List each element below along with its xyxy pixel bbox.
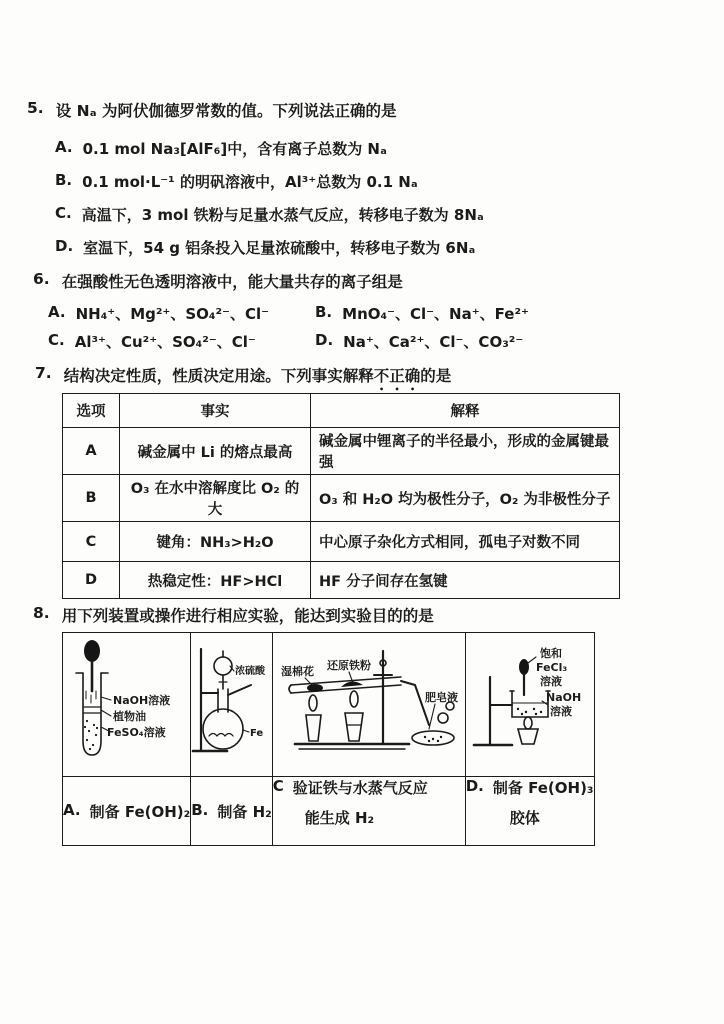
q8-caption-b-label: B. bbox=[191, 800, 209, 819]
q7-row-b-option: B bbox=[63, 475, 120, 522]
q7-row-d-explanation: HF 分子间存在氢键 bbox=[311, 562, 620, 599]
q7-header-fact: 事实 bbox=[120, 394, 311, 428]
q6-option-a-text: NH₄⁺、Mg²⁺、SO₄²⁻、Cl⁻ bbox=[75, 305, 270, 323]
q5-option-a bbox=[55, 138, 387, 159]
question-5-stem-text: 设 Nₐ 为阿伏伽德罗常数的值。下列说法正确的是 bbox=[55, 102, 397, 120]
question-7-stem bbox=[35, 364, 715, 394]
q5-option-c bbox=[55, 204, 484, 225]
q8-caption-b bbox=[191, 777, 273, 846]
q6-option-c-text: Al³⁺、Cu²⁺、SO₄²⁻、Cl⁻ bbox=[74, 333, 256, 351]
label-soap-solution: 肥皂液 bbox=[424, 691, 458, 704]
label-wet-cotton: 湿棉花 bbox=[280, 665, 314, 678]
q7-table-row-d bbox=[63, 562, 620, 599]
label-solution-1: 溶液 bbox=[539, 675, 562, 688]
question-7-stem-text bbox=[64, 364, 452, 394]
q5-option-b bbox=[55, 171, 418, 192]
question-8-stem-text: 用下列装置或操作进行相应实验，能达到实验目的的是 bbox=[61, 607, 434, 625]
q8-caption-a bbox=[63, 777, 191, 846]
q7-table-row-c bbox=[63, 522, 620, 562]
label-fe: Fe bbox=[250, 728, 264, 739]
q8-caption-d-text: 制备 Fe(OH)₃ bbox=[492, 779, 594, 797]
iron-stand-icon bbox=[474, 677, 512, 745]
label-saturated: 饱和 bbox=[539, 647, 562, 660]
question-8 bbox=[33, 604, 723, 864]
q6-option-c-label: C. bbox=[48, 331, 65, 349]
alcohol-lamp-left-icon bbox=[306, 695, 321, 741]
q7-table-row-b bbox=[63, 475, 620, 522]
q5-option-b-text: 0.1 mol·L⁻¹ 的明矾溶液中，Al³⁺总数为 0.1 Nₐ bbox=[82, 173, 418, 191]
q6-option-d bbox=[315, 331, 523, 352]
fe-oh3-colloid-beaker-diagram bbox=[466, 633, 588, 776]
q7-row-d-option: D bbox=[63, 562, 120, 599]
q8-caption-b-text: 制备 H₂ bbox=[217, 802, 272, 821]
label-vegetable-oil: 植物油 bbox=[113, 710, 146, 723]
q7-fact-explanation-table bbox=[62, 393, 620, 599]
q8-caption-c bbox=[272, 777, 465, 846]
dropper-icon bbox=[519, 659, 529, 695]
leader-lines bbox=[305, 672, 435, 729]
q7-row-b-explanation: O₃ 和 H₂O 均为极性分子，O₂ 为非极性分子 bbox=[311, 475, 620, 522]
question-8-number: 8. bbox=[33, 604, 50, 622]
q8-caption-d bbox=[465, 777, 594, 846]
q8-caption-a-label: A. bbox=[63, 800, 81, 819]
q7-stem-suffix: 的是 bbox=[420, 367, 452, 385]
q7-row-a-fact: 碱金属中 Li 的熔点最高 bbox=[120, 428, 311, 475]
question-8-stem bbox=[33, 604, 723, 626]
q6-option-a bbox=[48, 303, 269, 324]
q6-option-d-text: Na⁺、Ca²⁺、Cl⁻、CO₃²⁻ bbox=[343, 333, 524, 351]
q5-option-d bbox=[55, 237, 475, 258]
alcohol-lamp-right-icon bbox=[345, 691, 363, 741]
q5-option-d-text: 室温下，54 g 铝条投入足量浓硫酸中，转移电子数为 6Nₐ bbox=[83, 239, 476, 257]
q7-header-option: 选项 bbox=[63, 394, 120, 428]
q6-option-a-label: A. bbox=[48, 303, 66, 321]
q7-row-b-fact: O₃ 在水中溶解度比 O₂ 的大 bbox=[120, 475, 311, 522]
label-fecl3: FeCl₃ bbox=[535, 661, 567, 674]
bench-base bbox=[295, 744, 409, 749]
q5-option-c-text: 高温下，3 mol 铁粉与足量水蒸气反应，转移电子数为 8Nₐ bbox=[81, 206, 484, 224]
label-feso4-solution: FeSO₄溶液 bbox=[107, 726, 166, 739]
question-6 bbox=[33, 270, 713, 360]
q5-option-b-label: B. bbox=[55, 171, 73, 189]
question-5 bbox=[27, 99, 717, 269]
q6-option-c bbox=[48, 331, 256, 352]
q8-caption-row bbox=[63, 777, 595, 846]
q8-caption-d-label: D. bbox=[465, 777, 484, 795]
q7-table-row-a bbox=[63, 428, 620, 475]
beaker-icon bbox=[510, 691, 550, 717]
soap-dish-icon bbox=[412, 702, 454, 745]
label-naoh-solution: NaOH溶液 bbox=[113, 694, 171, 707]
label-naoh: NaOH bbox=[545, 691, 581, 704]
q6-option-b-text: MnO₄⁻、Cl⁻、Na⁺、Fe²⁺ bbox=[342, 305, 529, 323]
question-6-number: 6. bbox=[33, 270, 50, 288]
alcohol-lamp-icon bbox=[518, 717, 538, 744]
q8-panel-c-figure bbox=[272, 633, 465, 777]
q7-row-c-fact: 键角：NH₃>H₂O bbox=[120, 522, 311, 562]
q8-panel-a-figure bbox=[63, 633, 191, 777]
q8-caption-c-text: 验证铁与水蒸气反应 bbox=[292, 779, 428, 797]
q8-panel-d-figure bbox=[465, 633, 594, 777]
q7-stem-prefix: 结构决定性质，性质决定用途。下列事实解释 bbox=[63, 367, 374, 385]
question-5-stem bbox=[27, 99, 717, 121]
dropper-icon bbox=[84, 640, 100, 691]
q8-caption-c-label: C bbox=[272, 777, 284, 795]
q8-caption-a-text: 制备 Fe(OH)₂ bbox=[89, 802, 191, 821]
h2-generator-flask-diagram bbox=[191, 633, 269, 776]
q5-option-d-label: D. bbox=[55, 237, 74, 255]
question-7-number: 7. bbox=[35, 364, 52, 382]
q7-stem-emphasis: 不正确 bbox=[373, 367, 421, 385]
question-6-stem-text: 在强酸性无色透明溶液中，能大量共存的离子组是 bbox=[61, 273, 403, 291]
q5-option-a-text: 0.1 mol Na₃[AlF₆]中，含有离子总数为 Nₐ bbox=[82, 140, 387, 158]
q8-caption-d-line2: 胶体 bbox=[509, 809, 540, 827]
q5-option-c-label: C. bbox=[55, 204, 72, 222]
q7-row-a-option: A bbox=[63, 428, 120, 475]
q8-caption-c-line2: 能生成 H₂ bbox=[304, 809, 375, 827]
q7-row-c-option: C bbox=[63, 522, 120, 562]
q8-figure-row bbox=[63, 633, 595, 777]
q6-option-d-label: D. bbox=[315, 331, 334, 349]
feso4-liquid-dots bbox=[84, 720, 98, 750]
q5-option-a-label: A. bbox=[55, 138, 73, 156]
q7-row-a-explanation: 碱金属中锂离子的半径最小，形成的金属键最强 bbox=[311, 428, 620, 475]
q8-apparatus-table bbox=[62, 632, 595, 846]
label-reduced-iron-powder: 还原铁粉 bbox=[326, 659, 371, 672]
iron-steam-reaction-diagram bbox=[273, 633, 465, 776]
q7-header-explanation: 解释 bbox=[311, 394, 620, 428]
q6-option-b bbox=[315, 303, 529, 324]
iron-stand-icon bbox=[374, 651, 392, 743]
q6-option-b-label: B. bbox=[315, 303, 333, 321]
q7-table-header-row bbox=[63, 394, 620, 428]
label-concentrated-acid: 浓硫酸 bbox=[235, 666, 266, 677]
q8-panel-b-figure bbox=[191, 633, 273, 777]
dropping-funnel-icon bbox=[214, 651, 232, 689]
round-bottom-flask-icon bbox=[203, 685, 251, 749]
label-solution-2: 溶液 bbox=[549, 705, 572, 718]
question-7 bbox=[35, 364, 715, 604]
q7-row-c-explanation: 中心原子杂化方式相同，孤电子对数不同 bbox=[311, 522, 620, 562]
question-5-number: 5. bbox=[27, 99, 44, 117]
q7-row-d-fact: 热稳定性：HF>HCl bbox=[120, 562, 311, 599]
fe-oh2-test-tube-diagram bbox=[63, 633, 181, 776]
question-6-stem bbox=[33, 270, 713, 292]
